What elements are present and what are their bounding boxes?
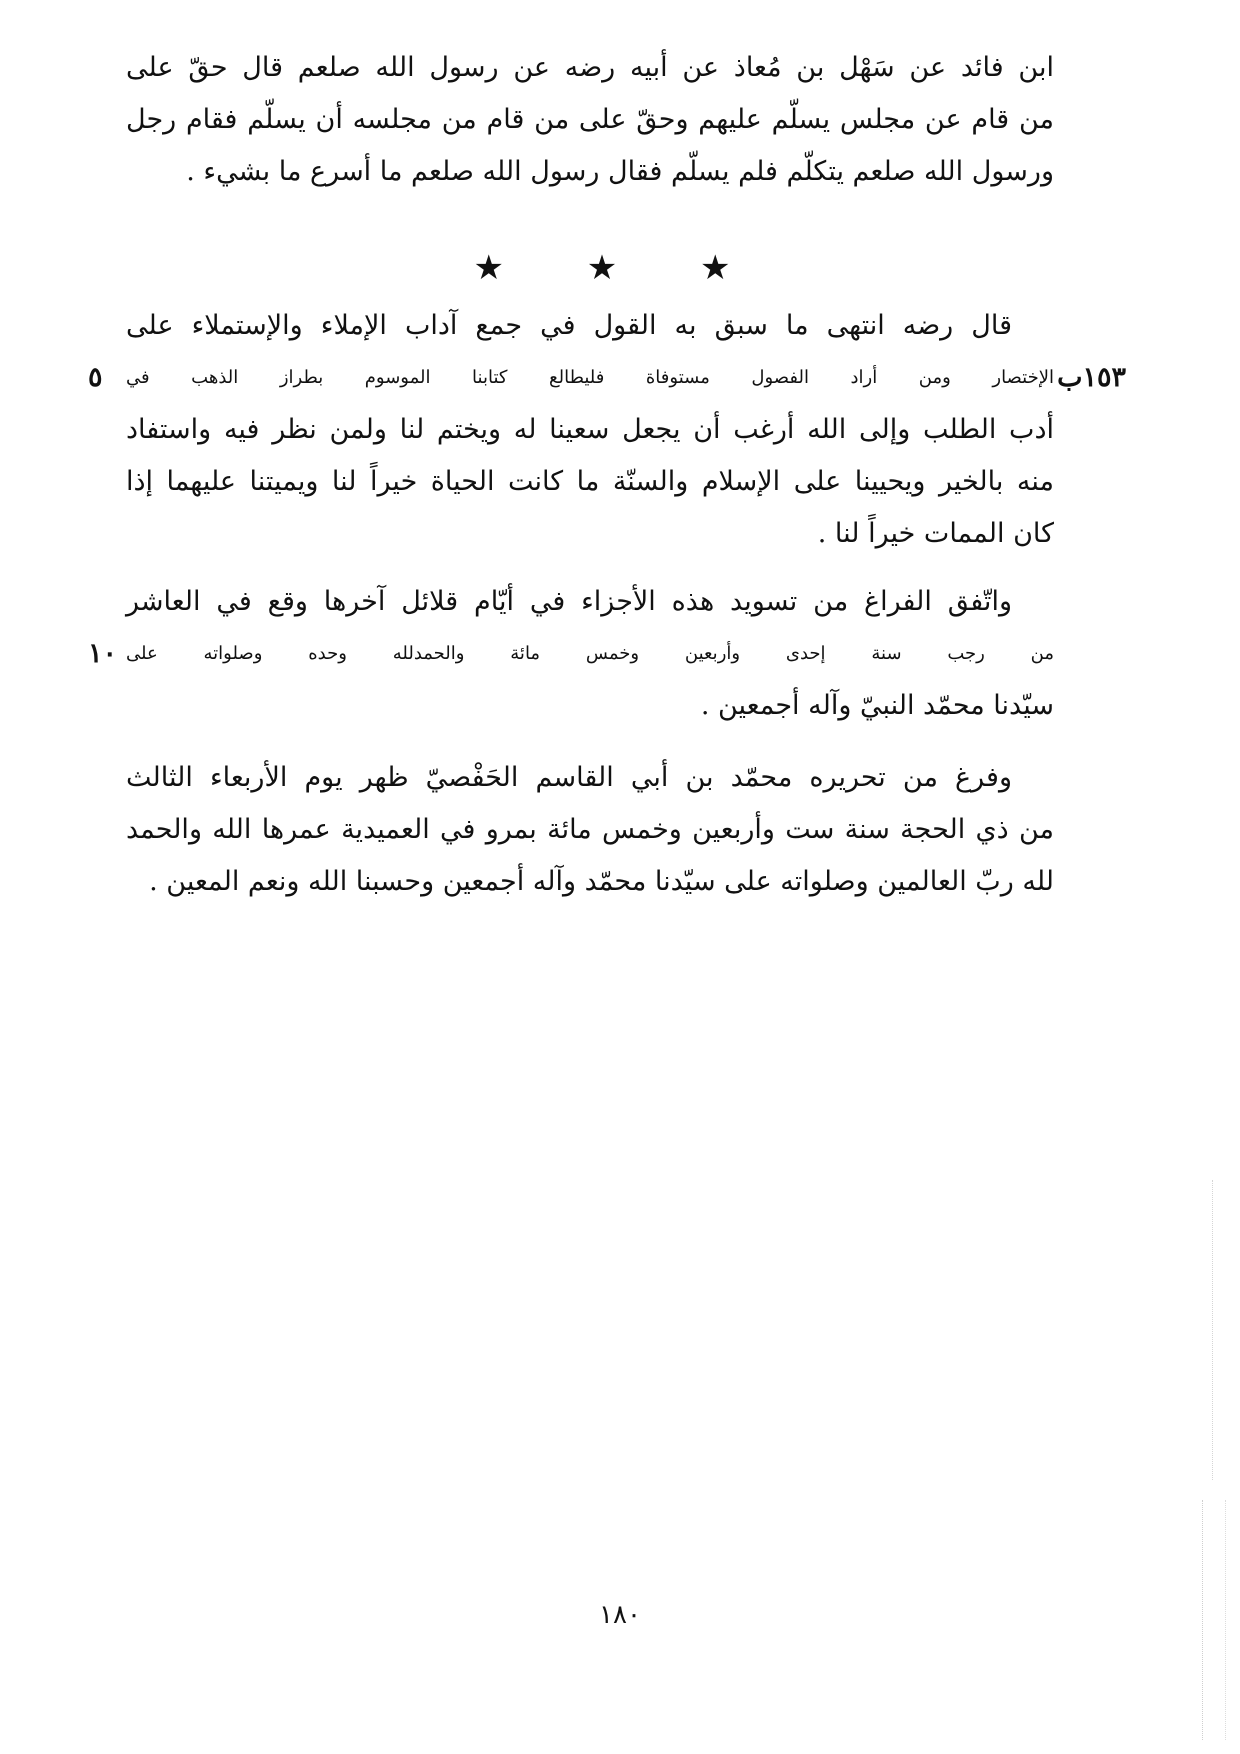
paragraph-4: [126, 752, 1054, 908]
line-number: ١٠: [88, 638, 118, 669]
section-separator: ★ ★ ★: [473, 248, 767, 288]
text-line: كان الممات خيراً لنا .: [817, 518, 1054, 549]
paragraph-3: [88, 576, 1054, 732]
paragraph-2: [88, 300, 1126, 560]
scan-artifact: [1202, 1500, 1226, 1740]
text-line: من ذي الحجة سنة ست وأربعين وخمس مائة بمرو في العميدية عمرها الله والحمد: [126, 814, 1054, 845]
text-line: الإختصار ومن أراد الفصول مستوفاة فليطالع كتابنا الموسوم بطراز الذهب في: [126, 367, 1054, 388]
text-line: منه بالخير ويحيينا على الإسلام والسنّة ما كانت الحياة خيراً لنا ويميتنا عليهما إذا: [126, 466, 1054, 497]
folio-marker: ١٥٣ب: [1057, 362, 1126, 393]
text-line: سيّدنا محمّد النبيّ وآله أجمعين .: [700, 690, 1054, 721]
text-line: قال رضه انتهى ما سبق به القول في جمع آداب الإملاء والإستملاء على: [126, 310, 1012, 341]
text-line: من رجب سنة إحدى وأربعين وخمس مائة والحمدلله وحده وصلواته على: [126, 643, 1054, 664]
text-line: أدب الطلب وإلى الله أرغب أن يجعل سعينا له ويختم لنا ولمن نظر فيه واستفاد: [126, 414, 1054, 445]
text-line: ورسول الله صلعم يتكلّم فلم يسلّم فقال رسول الله صلعم ما أسرع ما بشيء .: [186, 156, 1054, 187]
text-line: وفرغ من تحريره محمّد بن أبي القاسم الحَفْصيّ ظهر يوم الأربعاء الثالث: [126, 762, 1012, 793]
text-line-with-markers: [88, 352, 1126, 404]
text-line: واتّفق الفراغ من تسويد هذه الأجزاء في أيّام قلائل آخرها وقع في العاشر: [126, 586, 1012, 617]
paragraph-1: [126, 42, 1054, 198]
page-number: ١٨٠: [599, 1600, 641, 1630]
line-number: ٥: [88, 362, 103, 393]
text-line: من قام عن مجلس يسلّم عليهم وحقّ على من قام من مجلسه أن يسلّم فقام رجل: [126, 104, 1054, 135]
text-line: لله ربّ العالمين وصلواته على سيّدنا محمّد وآله أجمعين وحسبنا الله ونعم المعين .: [149, 866, 1054, 897]
text-line: ابن فائد عن سَهْل بن مُعاذ عن أبيه رضه عن رسول الله صلعم قال حقّ على: [126, 52, 1054, 83]
scan-artifact: [1212, 1180, 1214, 1480]
text-line-with-markers: [88, 628, 1054, 680]
